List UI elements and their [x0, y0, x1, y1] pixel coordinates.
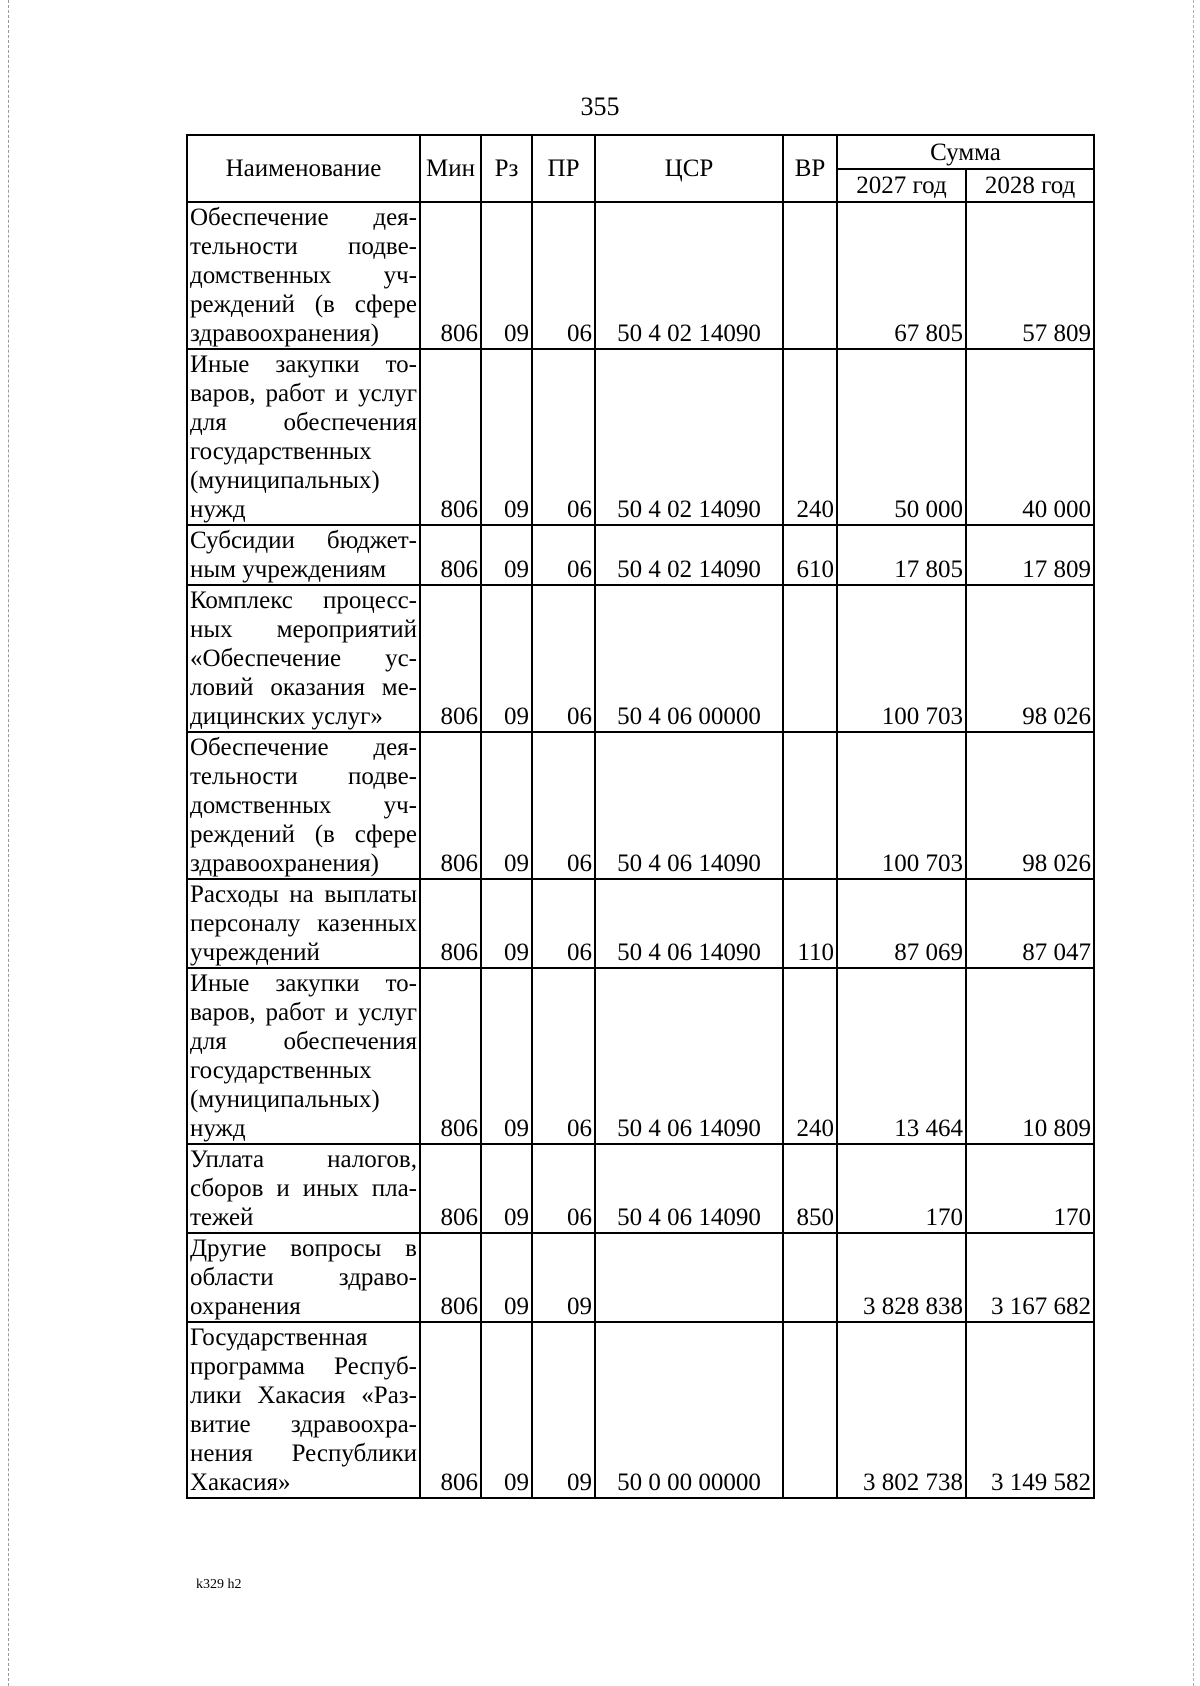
cell-vr: 240 — [783, 968, 837, 1144]
cell-name: Иные закупки товаров, работ и услуг для обеспечения государственных (муниципальных) нужд — [187, 968, 420, 1144]
budget-table — [186, 134, 1095, 1499]
page-edge-right — [1193, 0, 1194, 1686]
cell-min: 806 — [420, 968, 481, 1144]
cell-2028: 170 — [966, 1144, 1094, 1233]
cell-vr: 610 — [783, 525, 837, 585]
cell-min: 806 — [420, 202, 481, 349]
cell-2028: 3 149 582 — [966, 1322, 1094, 1498]
table-row — [187, 1144, 1094, 1233]
table-row — [187, 968, 1094, 1144]
cell-csr: 50 4 06 14090 — [595, 968, 783, 1144]
table-body — [187, 202, 1094, 1498]
cell-rz: 09 — [481, 1233, 532, 1322]
table-row — [187, 1233, 1094, 1322]
header-row-top — [187, 135, 1094, 169]
cell-csr: 50 4 06 14090 — [595, 879, 783, 968]
cell-2027: 13 464 — [837, 968, 966, 1144]
cell-2028: 87 047 — [966, 879, 1094, 968]
cell-pr: 06 — [532, 349, 595, 525]
header-csr: ЦСР — [595, 135, 783, 202]
cell-name: Иные закупки товаров, работ и услуг для обеспечения государственных (муниципальных) нужд — [187, 349, 420, 525]
cell-vr: 240 — [783, 349, 837, 525]
cell-vr — [783, 1233, 837, 1322]
header-pr: ПР — [532, 135, 595, 202]
cell-name: Субсидии бюджетным учреждениям — [187, 525, 420, 585]
cell-name: Обеспечение деятельности подведомственных учреждений (в сфере здравоохранения) — [187, 202, 420, 349]
cell-rz: 09 — [481, 732, 532, 879]
cell-min: 806 — [420, 1233, 481, 1322]
cell-2027: 17 805 — [837, 525, 966, 585]
cell-2027: 50 000 — [837, 349, 966, 525]
cell-2028: 17 809 — [966, 525, 1094, 585]
cell-2027: 100 703 — [837, 585, 966, 732]
cell-pr: 09 — [532, 1322, 595, 1498]
cell-2027: 67 805 — [837, 202, 966, 349]
cell-csr: 50 4 06 00000 — [595, 585, 783, 732]
table-row — [187, 732, 1094, 879]
cell-vr — [783, 1322, 837, 1498]
cell-rz: 09 — [481, 1322, 532, 1498]
cell-2028: 98 026 — [966, 732, 1094, 879]
cell-vr — [783, 202, 837, 349]
cell-vr — [783, 732, 837, 879]
cell-min: 806 — [420, 732, 481, 879]
cell-pr: 06 — [532, 732, 595, 879]
cell-2028: 40 000 — [966, 349, 1094, 525]
cell-2027: 3 828 838 — [837, 1233, 966, 1322]
header-year-2028: 2028 год — [966, 169, 1094, 202]
cell-name: Уплата налогов, сборов и иных платежей — [187, 1144, 420, 1233]
header-vr: ВР — [783, 135, 837, 202]
cell-pr: 06 — [532, 525, 595, 585]
cell-csr: 50 4 02 14090 — [595, 202, 783, 349]
cell-vr — [783, 585, 837, 732]
cell-csr: 50 0 00 00000 — [595, 1322, 783, 1498]
cell-pr: 06 — [532, 202, 595, 349]
cell-pr: 06 — [532, 585, 595, 732]
table-row — [187, 349, 1094, 525]
cell-csr: 50 4 02 14090 — [595, 349, 783, 525]
cell-2027: 100 703 — [837, 732, 966, 879]
cell-2027: 87 069 — [837, 879, 966, 968]
cell-vr: 850 — [783, 1144, 837, 1233]
cell-min: 806 — [420, 1144, 481, 1233]
cell-min: 806 — [420, 879, 481, 968]
header-sum: Сумма — [837, 135, 1094, 169]
cell-2028: 57 809 — [966, 202, 1094, 349]
cell-2028: 98 026 — [966, 585, 1094, 732]
cell-rz: 09 — [481, 585, 532, 732]
cell-min: 806 — [420, 525, 481, 585]
cell-vr: 110 — [783, 879, 837, 968]
cell-name: Расходы на выплаты персоналу казенных учреждений — [187, 879, 420, 968]
table-row — [187, 525, 1094, 585]
cell-rz: 09 — [481, 879, 532, 968]
cell-name: Комплекс процессных мероприятий «Обеспечение условий оказания медицинских услуг» — [187, 585, 420, 732]
page-number: 355 — [580, 92, 620, 121]
cell-min: 806 — [420, 349, 481, 525]
cell-pr: 06 — [532, 879, 595, 968]
cell-rz: 09 — [481, 968, 532, 1144]
cell-2028: 10 809 — [966, 968, 1094, 1144]
cell-rz: 09 — [481, 349, 532, 525]
page-edge-left — [8, 0, 9, 1686]
cell-rz: 09 — [481, 1144, 532, 1233]
cell-csr: 50 4 06 14090 — [595, 1144, 783, 1233]
cell-pr: 06 — [532, 1144, 595, 1233]
header-name: Наименование — [187, 135, 420, 202]
cell-2028: 3 167 682 — [966, 1233, 1094, 1322]
cell-2027: 3 802 738 — [837, 1322, 966, 1498]
cell-min: 806 — [420, 585, 481, 732]
cell-pr: 09 — [532, 1233, 595, 1322]
cell-name: Государственная программа Республики Хакасия «Развитие здравоохранения Республики Хакасия» — [187, 1322, 420, 1498]
cell-csr: 50 4 02 14090 — [595, 525, 783, 585]
footer-code: k329 h2 — [196, 1577, 242, 1592]
header-year-2027: 2027 год — [837, 169, 966, 202]
cell-min: 806 — [420, 1322, 481, 1498]
table-row — [187, 202, 1094, 349]
cell-rz: 09 — [481, 525, 532, 585]
header-rz: Рз — [481, 135, 532, 202]
table-row — [187, 879, 1094, 968]
cell-pr: 06 — [532, 968, 595, 1144]
cell-csr — [595, 1233, 783, 1322]
table-row — [187, 585, 1094, 732]
cell-csr: 50 4 06 14090 — [595, 732, 783, 879]
cell-name: Обеспечение деятельности подведомственных учреждений (в сфере здравоохранения) — [187, 732, 420, 879]
header-min: Мин — [420, 135, 481, 202]
cell-2027: 170 — [837, 1144, 966, 1233]
cell-rz: 09 — [481, 202, 532, 349]
table-row — [187, 1322, 1094, 1498]
cell-name: Другие вопросы в области здравоохранения — [187, 1233, 420, 1322]
